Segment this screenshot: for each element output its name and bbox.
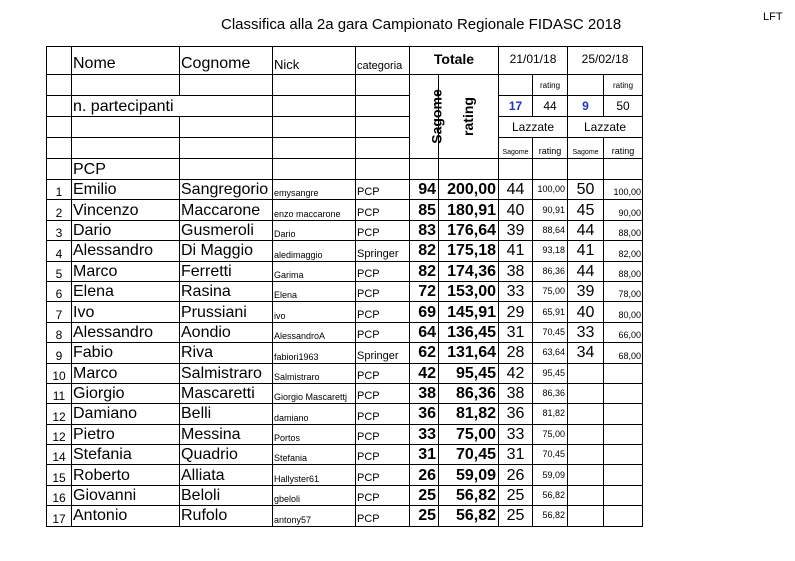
row-cognome: Maccarone [180, 200, 273, 220]
table-row [47, 363, 643, 383]
row-gara2-sagome [568, 363, 604, 383]
row-position: 12 [47, 424, 72, 444]
row-cognome: Sangregorio [180, 180, 273, 200]
row-nome: Roberto [72, 465, 180, 485]
row-categoria: PCP [356, 180, 410, 200]
row-total-rating: 95,45 [439, 363, 499, 383]
row-categoria: PCP [356, 506, 410, 526]
row-gara2-rating: 100,00 [604, 180, 643, 200]
row-cognome: Riva [180, 343, 273, 363]
row-nome: Giorgio [72, 383, 180, 403]
row-cognome: Rufolo [180, 506, 273, 526]
corner-label: LFT [763, 11, 783, 23]
row-total-rating: 56,82 [439, 485, 499, 505]
row-total-sagome: 85 [410, 200, 439, 220]
table-row [47, 506, 643, 526]
row-position: 8 [47, 322, 72, 342]
row-nick: Giorgio Mascarettj [273, 383, 356, 403]
corner-cell [47, 47, 72, 75]
row-total-sagome: 25 [410, 506, 439, 526]
row-total-rating: 70,45 [439, 445, 499, 465]
row-gara1-sagome: 31 [499, 322, 533, 342]
row-gara1-sagome: 39 [499, 220, 533, 240]
row-position: 14 [47, 445, 72, 465]
row-gara2-rating: 90,00 [604, 200, 643, 220]
row-nome: Emilio [72, 180, 180, 200]
row-total-rating: 131,64 [439, 343, 499, 363]
row-gara2-sagome: 39 [568, 281, 604, 301]
row-position: 11 [47, 383, 72, 403]
row-categoria: PCP [356, 281, 410, 301]
row-gara2-sagome: 44 [568, 220, 604, 240]
row-gara2-sagome [568, 404, 604, 424]
table-row [47, 241, 643, 261]
row-gara2-rating [604, 485, 643, 505]
row-gara2-rating: 80,00 [604, 302, 643, 322]
row-gara1-sagome: 41 [499, 241, 533, 261]
row-categoria: Springer [356, 241, 410, 261]
row-cognome: Belli [180, 404, 273, 424]
gara1-place: Lazzate [499, 117, 568, 138]
row-nome: Alessandro [72, 241, 180, 261]
row-position: 2 [47, 200, 72, 220]
row-cognome: Gusmeroli [180, 220, 273, 240]
row-gara1-sagome: 33 [499, 424, 533, 444]
row-categoria: PCP [356, 383, 410, 403]
gara2-place: Lazzate [568, 117, 643, 138]
row-gara2-sagome [568, 465, 604, 485]
table-row [47, 281, 643, 301]
row-nick: AlessandroA [273, 322, 356, 342]
row-gara1-sagome: 38 [499, 261, 533, 281]
row-total-rating: 174,36 [439, 261, 499, 281]
row-gara1-rating: 81,82 [533, 404, 568, 424]
row-nick: enzo maccarone [273, 200, 356, 220]
gara1-partecipanti: 17 [499, 96, 533, 117]
row-nome: Damiano [72, 404, 180, 424]
row-gara2-sagome: 50 [568, 180, 604, 200]
row-gara2-sagome: 40 [568, 302, 604, 322]
table-row [47, 485, 643, 505]
row-gara2-rating: 68,00 [604, 343, 643, 363]
row-cognome: Mascaretti [180, 383, 273, 403]
row-cognome: Prussiani [180, 302, 273, 322]
row-position: 16 [47, 485, 72, 505]
table-row [47, 465, 643, 485]
row-gara2-sagome: 41 [568, 241, 604, 261]
gara2-rating: 50 [604, 96, 643, 117]
row-nome: Alessandro [72, 322, 180, 342]
row-nick: Hallyster61 [273, 465, 356, 485]
row-gara2-rating: 78,00 [604, 281, 643, 301]
row-gara1-rating: 93,18 [533, 241, 568, 261]
table-row [47, 404, 643, 424]
row-gara2-sagome: 33 [568, 322, 604, 342]
row-total-sagome: 26 [410, 465, 439, 485]
row-gara2-sagome: 44 [568, 261, 604, 281]
row-total-sagome: 82 [410, 261, 439, 281]
row-nome: Vincenzo [72, 200, 180, 220]
row-gara2-sagome [568, 506, 604, 526]
row-nome: Pietro [72, 424, 180, 444]
row-categoria: PCP [356, 445, 410, 465]
row-gara1-sagome: 29 [499, 302, 533, 322]
row-gara1-rating: 88,64 [533, 220, 568, 240]
row-gara1-rating: 56,82 [533, 485, 568, 505]
row-categoria: PCP [356, 404, 410, 424]
row-gara2-rating: 82,00 [604, 241, 643, 261]
row-cognome: Messina [180, 424, 273, 444]
row-nick: aledimaggio [273, 241, 356, 261]
row-nome: Marco [72, 261, 180, 281]
row-gara1-sagome: 38 [499, 383, 533, 403]
row-total-sagome: 25 [410, 485, 439, 505]
row-gara2-rating: 88,00 [604, 261, 643, 281]
row-nick: Dario [273, 220, 356, 240]
row-gara1-rating: 86,36 [533, 383, 568, 403]
row-position: 15 [47, 465, 72, 485]
row-total-sagome: 62 [410, 343, 439, 363]
col-header-sagome: Sagome [410, 75, 439, 159]
row-position: 5 [47, 261, 72, 281]
col-header-nome: Nome [72, 47, 180, 75]
row-gara1-rating: 65,91 [533, 302, 568, 322]
row-total-sagome: 94 [410, 180, 439, 200]
table-row [47, 302, 643, 322]
row-total-sagome: 83 [410, 220, 439, 240]
row-total-sagome: 38 [410, 383, 439, 403]
table-row [47, 424, 643, 444]
row-gara1-sagome: 25 [499, 506, 533, 526]
row-gara1-rating: 86,36 [533, 261, 568, 281]
gara2-date: 25/02/18 [568, 47, 643, 75]
row-gara1-sagome: 25 [499, 485, 533, 505]
ranking-table [46, 46, 643, 527]
gara1-rating: 44 [533, 96, 568, 117]
gara2-sagome-label: Sagome [568, 138, 604, 159]
row-categoria: PCP [356, 220, 410, 240]
row-total-rating: 81,82 [439, 404, 499, 424]
row-position: 6 [47, 281, 72, 301]
row-nome: Antonio [72, 506, 180, 526]
row-categoria: Springer [356, 343, 410, 363]
row-total-sagome: 42 [410, 363, 439, 383]
row-gara1-sagome: 26 [499, 465, 533, 485]
row-gara1-sagome: 31 [499, 445, 533, 465]
row-cognome: Alliata [180, 465, 273, 485]
row-nick: fabiori1963 [273, 343, 356, 363]
col-header-rating: rating [439, 75, 499, 159]
row-nome: Ivo [72, 302, 180, 322]
row-gara2-rating [604, 363, 643, 383]
row-total-sagome: 31 [410, 445, 439, 465]
row-total-rating: 75,00 [439, 424, 499, 444]
row-categoria: PCP [356, 261, 410, 281]
row-gara1-sagome: 42 [499, 363, 533, 383]
col-header-categoria: categoria [356, 47, 410, 75]
row-nome: Giovanni [72, 485, 180, 505]
row-gara1-sagome: 33 [499, 281, 533, 301]
row-cognome: Beloli [180, 485, 273, 505]
row-nick: gbeloli [273, 485, 356, 505]
row-gara1-rating: 70,45 [533, 445, 568, 465]
row-total-sagome: 36 [410, 404, 439, 424]
row-total-rating: 56,82 [439, 506, 499, 526]
row-categoria: PCP [356, 322, 410, 342]
page-title: Classifica alla 2a gara Campionato Regionale FIDASC 2018 [221, 16, 622, 33]
row-total-rating: 180,91 [439, 200, 499, 220]
row-nome: Elena [72, 281, 180, 301]
row-nick: ivo [273, 302, 356, 322]
col-header-nick: Nick [273, 47, 356, 75]
row-gara1-rating: 75,00 [533, 281, 568, 301]
row-nome: Dario [72, 220, 180, 240]
row-cognome: Aondio [180, 322, 273, 342]
row-position: 4 [47, 241, 72, 261]
row-total-sagome: 72 [410, 281, 439, 301]
row-nick: antony57 [273, 506, 356, 526]
gara1-sagome-label: Sagome [499, 138, 533, 159]
row-total-rating: 59,09 [439, 465, 499, 485]
row-total-rating: 153,00 [439, 281, 499, 301]
row-gara2-rating [604, 465, 643, 485]
row-gara2-rating [604, 404, 643, 424]
table-row [47, 200, 643, 220]
row-gara1-sagome: 44 [499, 180, 533, 200]
row-cognome: Di Maggio [180, 241, 273, 261]
col-header-cognome: Cognome [180, 47, 273, 75]
row-nick: Stefania [273, 445, 356, 465]
row-total-sagome: 69 [410, 302, 439, 322]
row-position: 7 [47, 302, 72, 322]
table-row [47, 220, 643, 240]
row-total-rating: 200,00 [439, 180, 499, 200]
row-categoria: PCP [356, 302, 410, 322]
row-total-rating: 136,45 [439, 322, 499, 342]
row-gara2-rating: 88,00 [604, 220, 643, 240]
col-header-totale: Totale [410, 47, 499, 75]
row-total-sagome: 33 [410, 424, 439, 444]
row-nick: Elena [273, 281, 356, 301]
row-nick: Garima [273, 261, 356, 281]
row-gara1-rating: 56,82 [533, 506, 568, 526]
row-gara1-rating: 63,64 [533, 343, 568, 363]
gara1-rating-sublabel: rating [533, 138, 568, 159]
row-gara2-sagome: 45 [568, 200, 604, 220]
row-cognome: Quadrio [180, 445, 273, 465]
row-position: 3 [47, 220, 72, 240]
row-gara1-rating: 95,45 [533, 363, 568, 383]
gara2-rating-label: rating [604, 75, 643, 96]
row-total-rating: 86,36 [439, 383, 499, 403]
row-position: 17 [47, 506, 72, 526]
gara2-rating-sublabel: rating [604, 138, 643, 159]
section-label: PCP [72, 159, 180, 180]
row-categoria: PCP [356, 485, 410, 505]
row-categoria: PCP [356, 200, 410, 220]
row-gara1-rating: 70,45 [533, 322, 568, 342]
row-total-rating: 175,18 [439, 241, 499, 261]
row-cognome: Ferretti [180, 261, 273, 281]
row-gara2-rating [604, 424, 643, 444]
row-gara1-rating: 75,00 [533, 424, 568, 444]
table-row [47, 322, 643, 342]
row-position: 9 [47, 343, 72, 363]
row-gara2-sagome [568, 383, 604, 403]
row-nome: Marco [72, 363, 180, 383]
row-gara1-rating: 90,91 [533, 200, 568, 220]
row-gara2-sagome [568, 445, 604, 465]
row-nick: emysangre [273, 180, 356, 200]
row-gara1-rating: 59,09 [533, 465, 568, 485]
row-nick: Portos [273, 424, 356, 444]
gara1-rating-label: rating [533, 75, 568, 96]
row-gara1-sagome: 40 [499, 200, 533, 220]
row-total-sagome: 82 [410, 241, 439, 261]
row-gara2-rating [604, 445, 643, 465]
row-nome: Stefania [72, 445, 180, 465]
row-cognome: Rasina [180, 281, 273, 301]
row-gara1-sagome: 28 [499, 343, 533, 363]
row-total-rating: 145,91 [439, 302, 499, 322]
row-categoria: PCP [356, 363, 410, 383]
row-nome: Fabio [72, 343, 180, 363]
row-gara2-sagome [568, 485, 604, 505]
partecipanti-label: n. partecipanti [72, 96, 273, 117]
row-gara2-sagome: 34 [568, 343, 604, 363]
table-row [47, 261, 643, 281]
row-position: 12 [47, 404, 72, 424]
row-cognome: Salmistraro [180, 363, 273, 383]
table-row [47, 383, 643, 403]
row-nick: damiano [273, 404, 356, 424]
row-gara2-sagome [568, 424, 604, 444]
row-nick: Salmistraro [273, 363, 356, 383]
row-position: 10 [47, 363, 72, 383]
gara1-date: 21/01/18 [499, 47, 568, 75]
row-categoria: PCP [356, 424, 410, 444]
row-total-rating: 176,64 [439, 220, 499, 240]
row-total-sagome: 64 [410, 322, 439, 342]
table-row [47, 180, 643, 200]
row-gara1-rating: 100,00 [533, 180, 568, 200]
row-gara1-sagome: 36 [499, 404, 533, 424]
row-categoria: PCP [356, 465, 410, 485]
row-gara2-rating: 66,00 [604, 322, 643, 342]
table-row [47, 445, 643, 465]
row-position: 1 [47, 180, 72, 200]
gara2-partecipanti: 9 [568, 96, 604, 117]
row-gara2-rating [604, 383, 643, 403]
row-gara2-rating [604, 506, 643, 526]
table-row [47, 343, 643, 363]
